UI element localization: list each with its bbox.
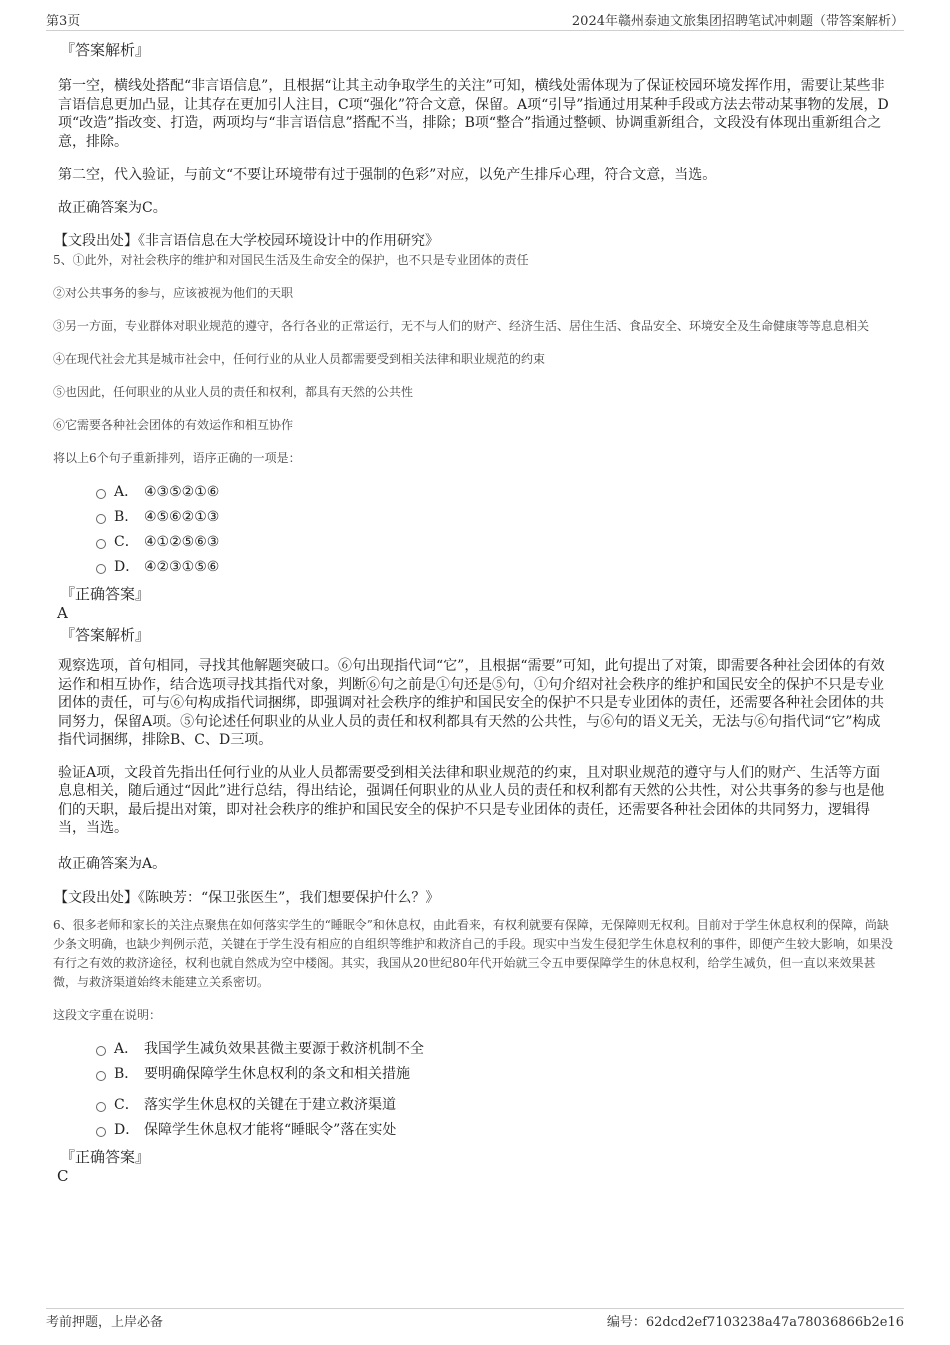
option-text: ④①②⑤⑥③	[144, 534, 220, 550]
document-content	[53, 40, 894, 1185]
question-line: ②对公共事务的参与，应该被视为他们的天职	[53, 286, 294, 300]
option-d[interactable]	[96, 1118, 894, 1143]
question-line: 5、①此外，对社会秩序的维护和对国民生活及生命安全的保护，也不只是专业团体的责任	[53, 253, 529, 267]
radio-button[interactable]	[96, 1046, 106, 1056]
answer-analysis-label: 『答案解析』	[60, 41, 151, 59]
option-letter: C．	[114, 1097, 139, 1113]
question-text: 6、很多老师和家长的关注点聚焦在如何落实学生的“睡眠令”和休息权，由此看来，有权利就要有保障，无保障则无权利。目前对于学生休息权利的保障，尚缺少条文明确，也缺少判例示范，关键在于学生没有相应的自组织等维护和救济自己的手段。现实中当发生侵犯学生休息权利的事件，即便产生较大影响，如果没有行之有效的救济途径，权利也就自然成为空中楼阁。其实，我国从20世纪80年代开始就三令五申要保障学生的休息权利，给学生减负，但一直以来效果甚微，与救济渠道始终未能建立关系密切。	[53, 918, 894, 989]
option-letter: C．	[114, 534, 139, 550]
option-text: ④⑤⑥②①③	[144, 509, 220, 525]
radio-button[interactable]	[96, 1127, 106, 1137]
correct-answer-label: 『正确答案』	[60, 585, 151, 603]
correct-answer: C	[57, 1167, 69, 1185]
question-line: ③另一方面，专业群体对职业规范的遵守，各行各业的正常运行，无不与人们的财产、经济生活、居住生活、食品安全、环境安全及生命健康等等息息相关	[53, 319, 870, 333]
option-b[interactable]	[96, 1062, 894, 1087]
option-text: 保障学生休息权才能将“睡眠令”落在实处	[144, 1122, 397, 1138]
option-c[interactable]	[96, 1093, 894, 1118]
radio-button[interactable]	[96, 564, 106, 574]
option-letter: D．	[114, 1122, 140, 1138]
radio-button[interactable]	[96, 1071, 106, 1081]
analysis-paragraph: 观察选项，首句相同，寻找其他解题突破口。⑥句出现指代词“它”，且根据“需要”可知，此句提出了对策，即需要各种社会团体的有效运作和相互协作，结合选项寻找其指代对象，判断⑥句之前是①句还是⑤句，①句介绍对社会秩序的维护和国民安全的保护不只是专业团体的责任，可与⑥句构成指代词捆绑，即强调对社会秩序的维护和国民安全的保护不只是专业团体的责任，还需要各种社会团体的共同努力，保留A项。⑤句论述任何职业的从业人员的责任和权利都具有天然的公共性，与⑥句的语义无关，无法与⑥句指代词“它”构成指代词捆绑，排除B、C、D三项。	[58, 658, 885, 748]
analysis-conclusion: 故正确答案为A。	[58, 855, 167, 872]
passage-source: 【文段出处】《陈映芳：“保卫张医生”，我们想要保护什么？》	[54, 890, 440, 906]
option-b[interactable]	[96, 505, 894, 530]
correct-answer: A	[57, 604, 68, 622]
question-line: ⑤也因此，任何职业的从业人员的责任和权利，都具有天然的公共性	[53, 385, 414, 399]
option-text: 落实学生休息权的关键在于建立救济渠道	[144, 1097, 396, 1113]
option-letter: A．	[114, 484, 139, 500]
radio-button[interactable]	[96, 539, 106, 549]
document-id: 编号：62dcd2ef7103238a47a78036866b2e16	[606, 1315, 904, 1330]
option-letter: D．	[114, 559, 140, 575]
radio-button[interactable]	[96, 1102, 106, 1112]
option-text: 要明确保障学生休息权利的条文和相关措施	[144, 1066, 410, 1082]
document-title: 2024年赣州泰迪文旅集团招聘笔试冲刺题（带答案解析）	[571, 14, 904, 29]
analysis-conclusion: 故正确答案为C。	[58, 199, 167, 216]
question-5	[53, 251, 894, 908]
option-list	[96, 480, 894, 580]
option-a[interactable]	[96, 480, 894, 505]
page-header	[46, 8, 904, 31]
radio-button[interactable]	[96, 514, 106, 524]
option-letter: B.	[114, 509, 129, 525]
option-c[interactable]	[96, 530, 894, 555]
page-footer	[46, 1308, 904, 1329]
option-text: ④②③①⑤⑥	[144, 559, 220, 575]
option-d[interactable]	[96, 555, 894, 580]
analysis-paragraph: 第二空，代入验证，与前文“不要让环境带有过于强制的色彩”对应，以免产生排斥心理，符合文意，当选。	[58, 167, 717, 183]
question-6	[53, 916, 894, 1185]
option-text: 我国学生减负效果甚微主要源于救济机制不全	[144, 1041, 424, 1057]
question-line: ④在现代社会尤其是城市社会中，任何行业的从业人员都需要受到相关法律和职业规范的约束	[53, 352, 546, 366]
option-a[interactable]	[96, 1037, 894, 1062]
correct-answer-label: 『正确答案』	[60, 1148, 151, 1166]
option-list	[96, 1037, 894, 1143]
analysis-paragraph: 验证A项，文段首先指出任何行业的从业人员都需要受到相关法律和职业规范的约束，且对职业规范的遵守与人们的财产、生活等方面息息相关，随后通过“因此”进行总结，得出结论，强调任何职业的从业人员的责任和权利都有天然的公共性，对公共事务的参与也是他们的天职，最后提出对策，即对社会秩序的维护和国民安全的保护不只是专业团体的责任，还需要各种社会团体的共同努力，逻辑得当，当选。	[58, 764, 885, 836]
question-prompt: 将以上6个句子重新排列，语序正确的一项是：	[53, 451, 301, 465]
footer-slogan: 考前押题，上岸必备	[46, 1315, 164, 1330]
passage-source: 【文段出处】《非言语信息在大学校园环境设计中的作用研究》	[54, 233, 439, 249]
radio-button[interactable]	[96, 489, 106, 499]
option-text: ④③⑤②①⑥	[144, 484, 220, 500]
answer-analysis-label: 『答案解析』	[60, 626, 151, 644]
option-letter: A．	[114, 1041, 139, 1057]
option-letter: B．	[114, 1066, 139, 1082]
question-line: ⑥它需要各种社会团体的有效运作和相互协作	[53, 418, 294, 432]
question-prompt: 这段文字重在说明：	[53, 1008, 162, 1022]
page-number: 第3页	[46, 14, 81, 29]
analysis-paragraph: 第一空，横线处搭配“非言语信息”，且根据“让其主动争取学生的关注”可知，横线处需体现为了保证校园环境发挥作用，需要让某些非言语信息更加凸显，让其存在更加引人注目，C项“强化”符合文意，保留。A项“引导”指通过用某种手段或方法去带动某事物的发展，D项“改造”指改变、打造，两项均与“非言语信息”搭配不当，排除；B项“整合”指通过整顿、协调重新组合，文段没有体现出重新组合之意，排除。	[58, 78, 889, 150]
